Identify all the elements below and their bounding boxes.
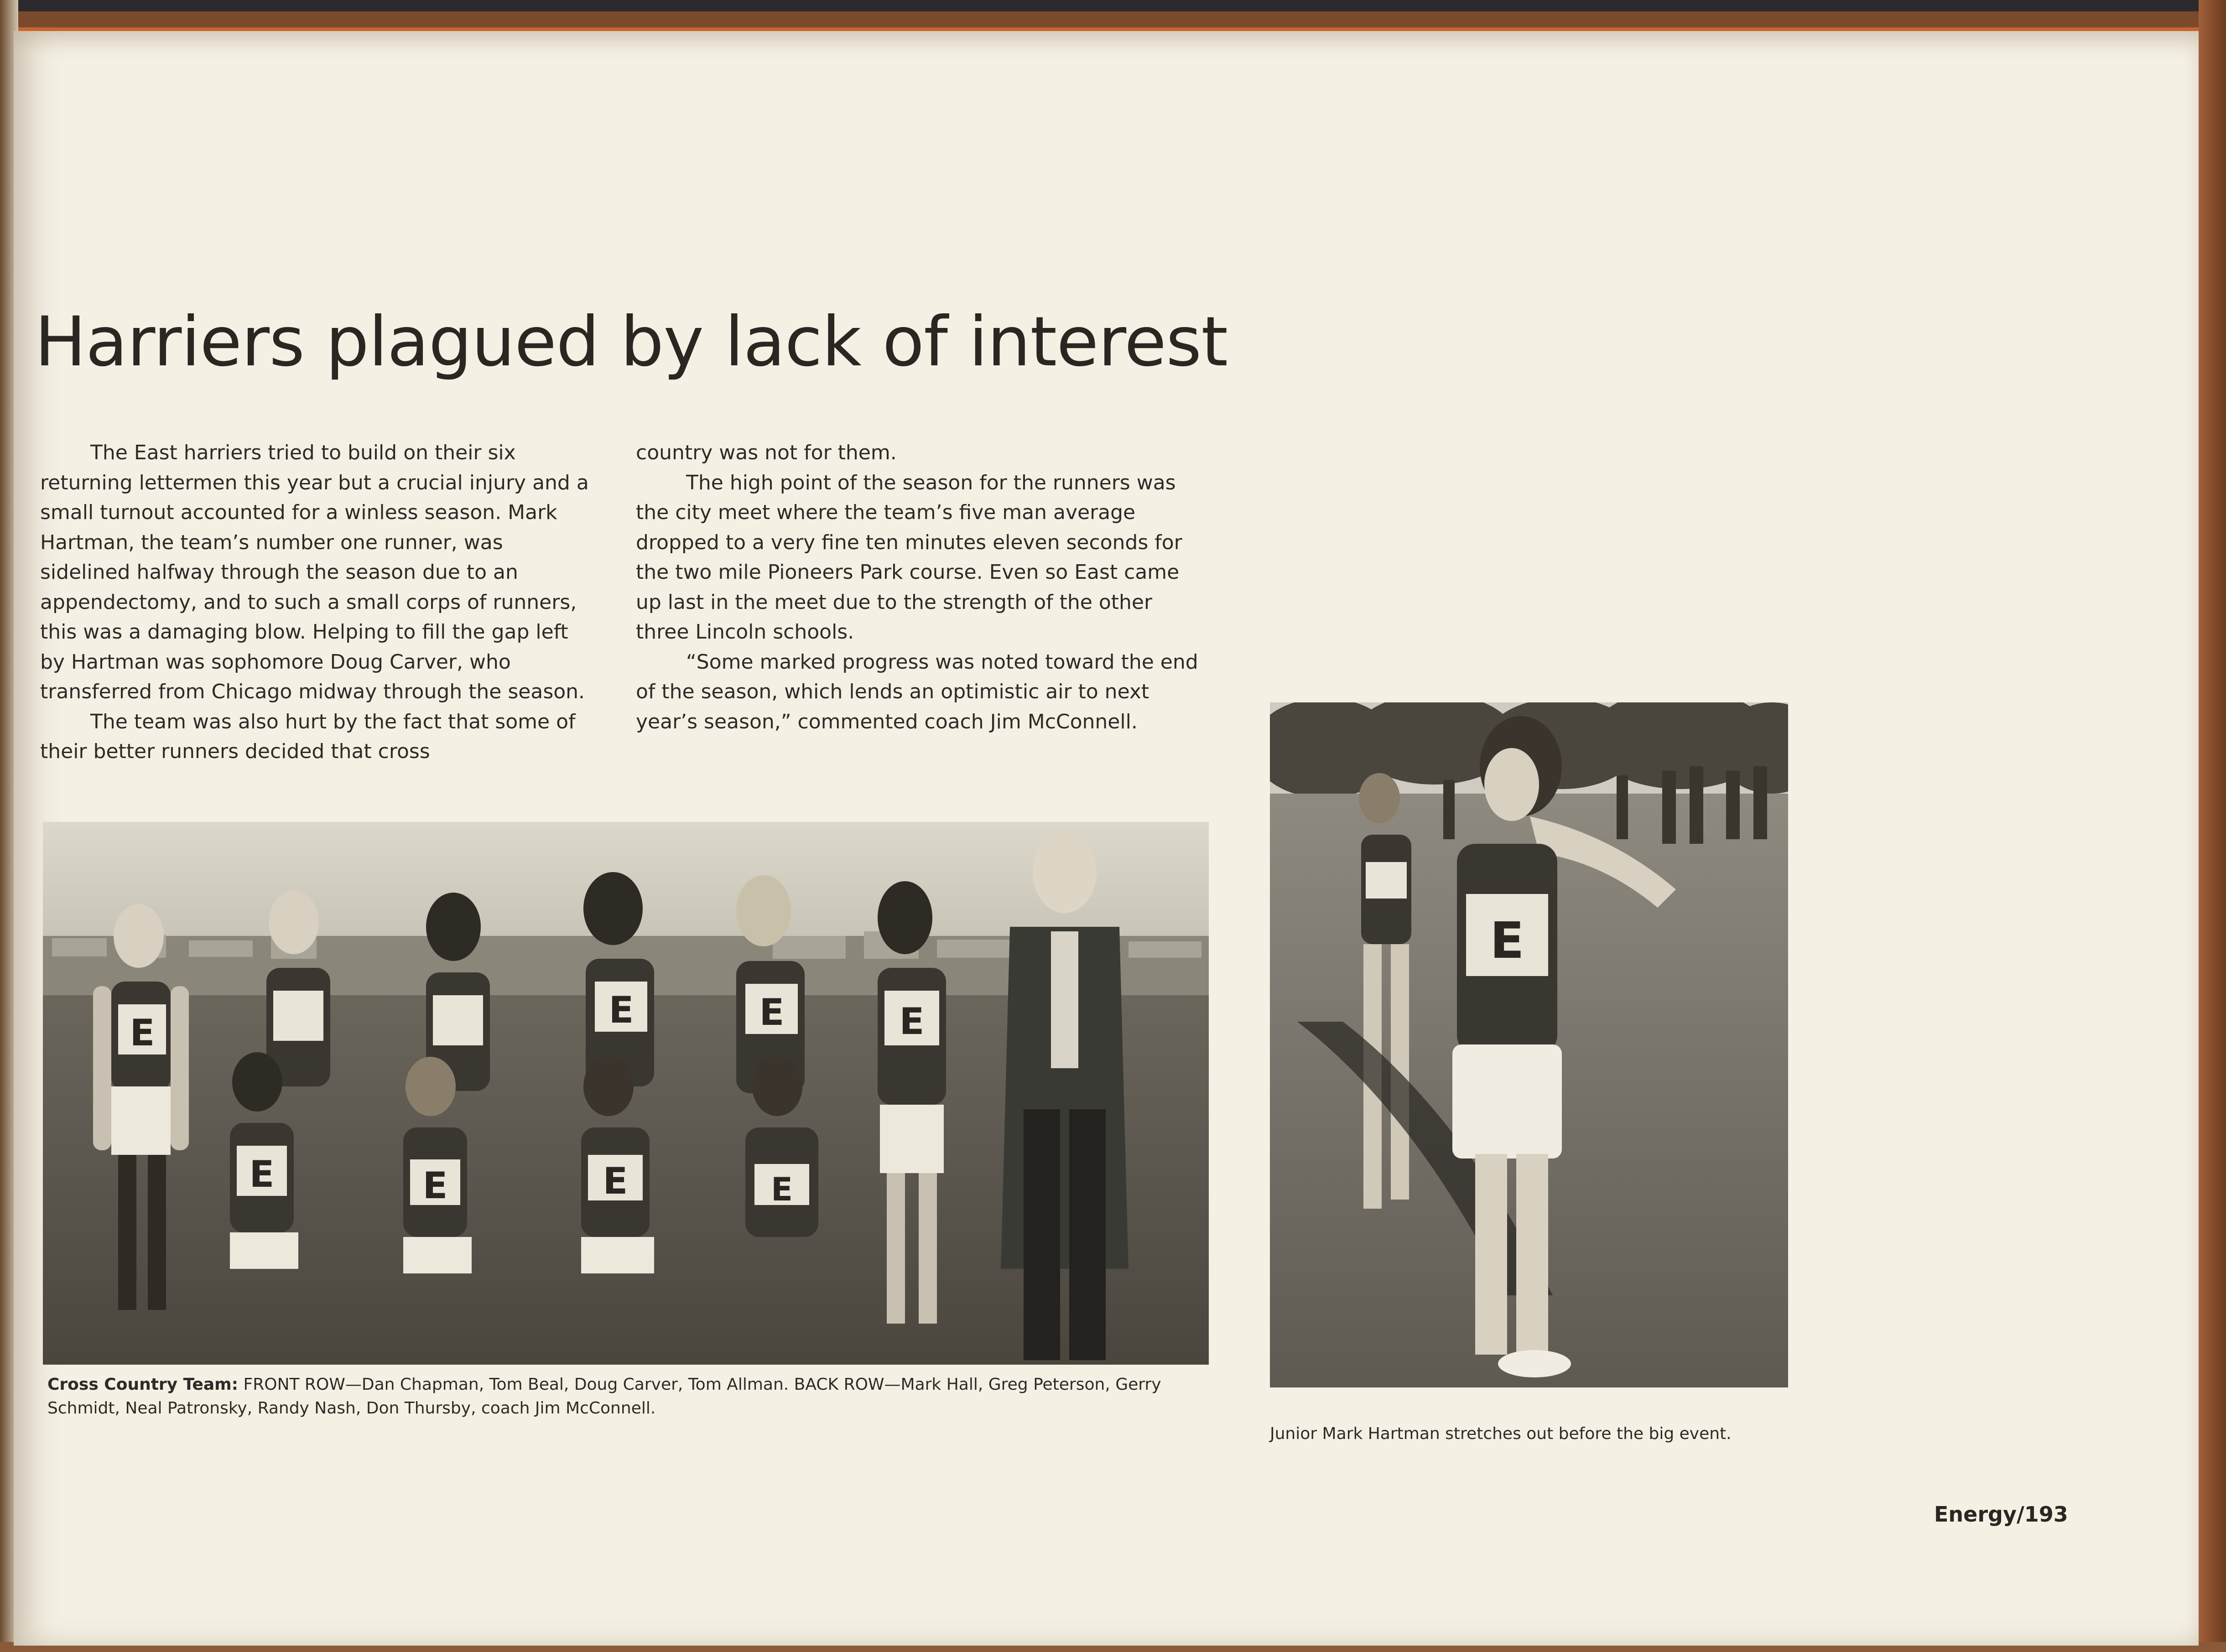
svg-text:E: E [1490,911,1524,970]
stretching-runner-caption: Junior Mark Hartman stretches out before the big event. [1270,1424,1732,1443]
article-paragraph: The East harriers tried to build on their six returning lettermen this year but a crucial injury and a small turnout accounted for a winless season. Mark Hartman, the team’s number one runner, was sidelined halfway through the season due to an appendectomy, and to such a small corps of runners, this was a damaging blow. Helping to fill the gap left by Hartman was sophomore Doug Carver, who transferred from Chicago midway through the season. [40,441,589,703]
article-paragraph: The team was also hurt by the fact that some of their better runners decided that cross [40,710,576,763]
team-photo-caption [47,1373,1215,1420]
book-cover-top-edge [0,0,2226,34]
svg-text:E: E [899,1000,925,1043]
article-paragraph: The high point of the season for the runners was the city meet where the team’s five man average dropped to a very fine ten minutes eleven seconds for the two mile Pioneers Park course. Even so East came up last in the meet due to the strength of the other three Lincoln schools. [636,471,1182,644]
headline: Harriers plagued by lack of interest [35,302,1228,382]
article-paragraph: “Some marked progress was noted toward the end of the season, which lends an optimistic air to next year’s season,” commented coach Jim McConnell. [636,650,1198,733]
team-photo-image [43,822,1209,1365]
svg-text:E: E [422,1164,448,1207]
caption-text: FRONT ROW—Dan Chapman, Tom Beal, Doug Carver, Tom Allman. BACK ROW—Mark Hall, Greg Peterson, Gerry Schmidt, Neal Patronsky, Randy Nash, Don Thursby, coach Jim McConnell. [47,1375,1161,1418]
team-photo [43,822,1209,1365]
svg-text:E: E [609,989,634,1031]
stretching-runner-image [1270,702,1788,1387]
article-column-2 [636,438,1201,737]
svg-text:E: E [603,1160,628,1202]
article-column-1 [40,438,592,767]
svg-text:E: E [249,1153,275,1195]
svg-text:E: E [759,991,785,1034]
page-folio: Energy/193 [1934,1502,2068,1527]
svg-text:E: E [130,1012,155,1054]
caption-lead: Cross Country Team: [47,1375,239,1394]
stretching-runner-photo [1270,702,1788,1387]
book-cover-right-edge [2199,0,2226,1652]
article-paragraph: country was not for them. [636,441,897,464]
svg-text:E: E [771,1171,793,1208]
